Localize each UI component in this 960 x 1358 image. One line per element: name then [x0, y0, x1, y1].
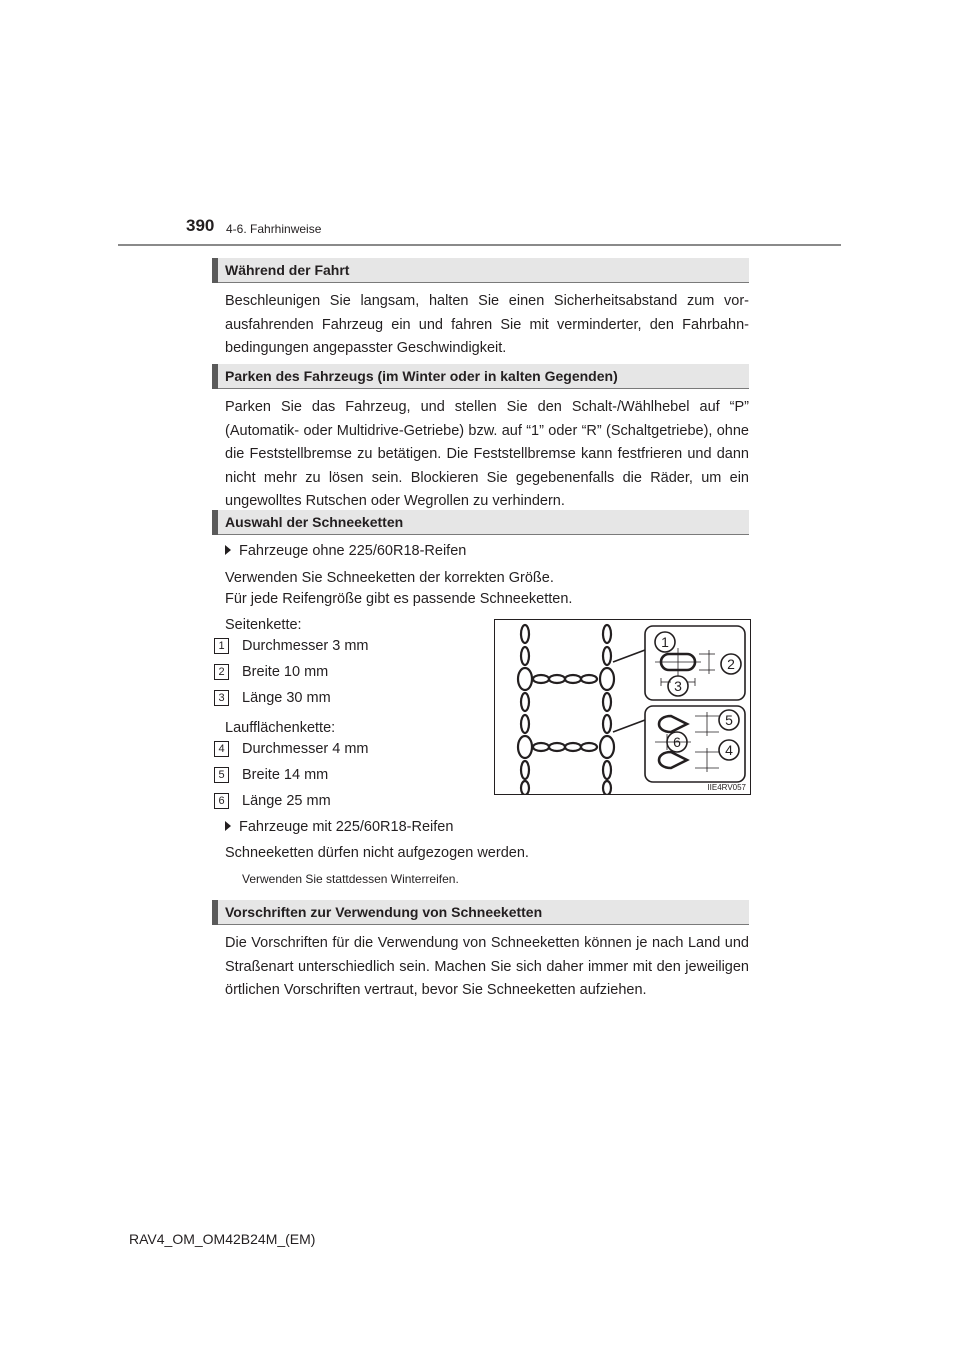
section-heading-chains [212, 510, 749, 535]
page-number: 390 [186, 216, 215, 235]
rules-paragraph: Die Vorschriften für die Verwendung von Schneeketten können je nach Land und Straßenart unterschiedlich sein. Machen Sie sich daher immer mit den jeweiligen örtlichen Vorschriften vertraut, bevor Sie Schneeketten aufziehen. [225, 935, 749, 998]
callout-3: 3 [674, 678, 682, 694]
item-text: Länge 30 mm [242, 690, 331, 706]
chains-line-not-allowed: Schneeketten dürfen nicht aufgezogen werden. [225, 845, 529, 861]
bullet-with-tire: Fahrzeuge mit 225/60R18-Reifen [225, 819, 453, 835]
driving-paragraph: Beschleunigen Sie langsam, halten Sie einen Sicherheitsabstand zum vor-ausfahrenden Fahrzeug ein und fahren Sie mit verminderter, den Fahrbahn-bedingungen angepasster Geschwindigkeit. [225, 293, 749, 356]
document-code: RAV4_OM_OM42B24M_(EM) [129, 1231, 316, 1247]
item-text: Länge 25 mm [242, 793, 331, 809]
item-number-badge: 6 [214, 793, 229, 809]
section-heading-label: Während der Fahrt [225, 262, 350, 278]
item-number-badge: 2 [214, 664, 229, 680]
side-chain-label: Seitenkette: [225, 617, 302, 633]
chains-line-size: Verwenden Sie Schneeketten der korrekten Größe. [225, 570, 554, 586]
item-number-badge: 1 [214, 638, 229, 654]
section-heading-driving [212, 258, 749, 283]
header-divider [118, 244, 841, 246]
callout-4: 4 [725, 742, 733, 758]
snow-chain-illustration [495, 620, 750, 794]
item-text: Durchmesser 4 mm [242, 741, 369, 757]
chains-line-tire: Für jede Reifengröße gibt es passende Schneeketten. [225, 591, 573, 607]
tread-chain-label: Laufflächenkette: [225, 720, 336, 736]
diagram-code: IIE4RV057 [707, 783, 746, 792]
section-heading-parking [212, 364, 749, 389]
item-text: Breite 10 mm [242, 664, 329, 680]
item-number-badge: 5 [214, 767, 229, 783]
callout-5: 5 [725, 712, 733, 728]
section-heading-label: Vorschriften zur Verwendung von Schneeketten [225, 904, 543, 920]
chapter-title: 4-6. Fahrhinweise [226, 222, 322, 236]
bullet-without-tire: Fahrzeuge ohne 225/60R18-Reifen [225, 543, 466, 559]
section-heading-label: Auswahl der Schneeketten [225, 514, 404, 530]
snow-chain-diagram [494, 619, 751, 795]
item-text: Durchmesser 3 mm [242, 638, 369, 654]
parking-paragraph: Parken Sie das Fahrzeug, und stellen Sie den Schalt-/Wählhebel auf “P” (Automatik- oder Multidrive-Getriebe) bzw. auf “1” oder “R” (Schaltgetriebe), ohne die Feststellbremse zu betätigen. Die Feststellbremse kann festfrieren und dann nicht mehr zu lösen sein. Blockieren Sie gegebenenfalls die Räder, um ein ungewolltes Rutschen oder Wegrollen zu verhindern. [225, 399, 749, 509]
section-heading-rules [212, 900, 749, 925]
item-text: Breite 14 mm [242, 767, 329, 783]
callout-6: 6 [673, 734, 681, 750]
callout-1: 1 [661, 634, 669, 650]
section-heading-label: Parken des Fahrzeugs (im Winter oder in kalten Gegenden) [225, 368, 618, 384]
winter-tire-note: Verwenden Sie stattdessen Winterreifen. [242, 872, 459, 886]
callout-2: 2 [727, 656, 735, 672]
item-number-badge: 3 [214, 690, 229, 706]
item-number-badge: 4 [214, 741, 229, 757]
